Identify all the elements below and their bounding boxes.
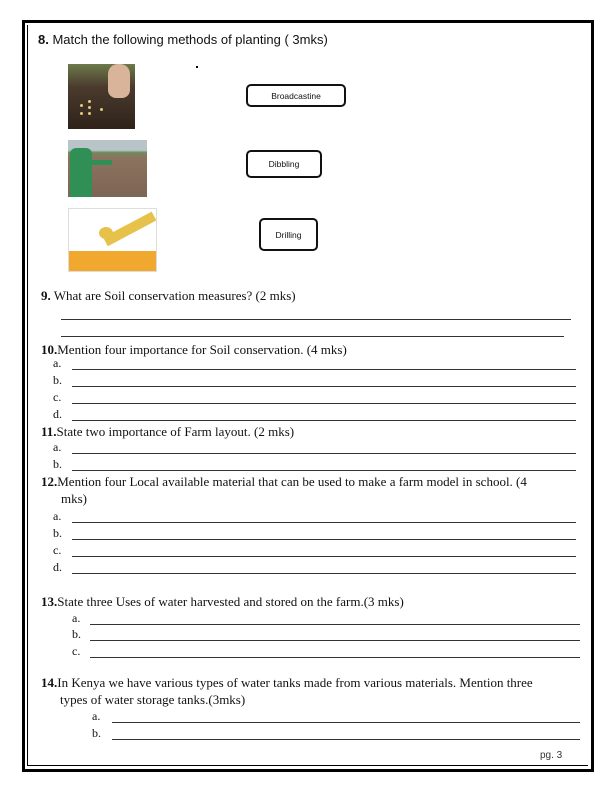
item-label: b.: [92, 726, 101, 740]
answer-line[interactable]: [72, 470, 576, 471]
answer-line[interactable]: [90, 624, 580, 625]
item-label: a.: [53, 509, 62, 523]
image-drilling-illustration: [68, 208, 157, 272]
question-number: 13.: [41, 594, 58, 609]
question-text: Mention four Local available material that can be used to make a farm model in school. (4: [57, 474, 527, 489]
answer-line[interactable]: [112, 739, 580, 740]
answer-line[interactable]: [61, 336, 564, 337]
image-hand-sowing-seeds: [68, 64, 135, 129]
answer-line[interactable]: [72, 386, 576, 387]
option-drilling: Drilling: [259, 218, 318, 251]
item-label: a.: [53, 440, 62, 454]
item-label: b.: [72, 627, 81, 641]
answer-line[interactable]: [72, 539, 576, 540]
question-number: 12.: [41, 474, 58, 489]
question-number: 10.: [41, 342, 58, 357]
item-label: d.: [53, 407, 62, 421]
item-label: a.: [72, 611, 81, 625]
item-label: a.: [53, 356, 62, 370]
answer-line[interactable]: [72, 453, 576, 454]
question-text: State three Uses of water harvested and stored on the farm.(3 mks): [57, 594, 404, 609]
answer-line[interactable]: [72, 573, 576, 574]
question-12: [41, 474, 527, 490]
item-label: d.: [53, 560, 62, 574]
question-number: 14.: [41, 675, 58, 690]
question-text-cont: types of water storage tanks.(3mks): [60, 692, 246, 707]
question-text: Mention four importance for Soil conservation. (4 mks): [57, 342, 347, 357]
question-text-cont: mks): [61, 491, 87, 506]
question-14: [41, 675, 533, 691]
dot-mark: [196, 66, 198, 68]
option-broadcasting: Broadcastine: [246, 84, 346, 107]
item-label: a.: [92, 709, 101, 723]
image-farmer-broadcasting: [68, 140, 147, 197]
answer-line[interactable]: [90, 657, 580, 658]
option-dibbling: Dibbling: [246, 150, 322, 178]
answer-line[interactable]: [112, 722, 580, 723]
answer-line[interactable]: [61, 319, 571, 320]
answer-line[interactable]: [72, 522, 576, 523]
question-11: [41, 424, 294, 440]
item-label: b.: [53, 457, 62, 471]
question-8: [38, 32, 328, 47]
question-9: [41, 288, 296, 304]
item-label: b.: [53, 526, 62, 540]
question-text: Match the following methods of planting ( 3mks): [52, 32, 328, 47]
answer-line[interactable]: [72, 420, 576, 421]
item-label: c.: [53, 543, 62, 557]
question-number: 11.: [41, 424, 57, 439]
question-text: What are Soil conservation measures? (2 mks): [53, 288, 296, 303]
question-13: [41, 594, 404, 610]
item-label: c.: [72, 644, 81, 658]
item-label: b.: [53, 373, 62, 387]
question-number: 9.: [41, 288, 51, 303]
answer-line[interactable]: [90, 640, 580, 641]
question-10: [41, 342, 347, 358]
question-number: 8.: [38, 32, 49, 47]
question-text: State two importance of Farm layout. (2 mks): [56, 424, 295, 439]
page-border-inner: [27, 25, 588, 766]
answer-line[interactable]: [72, 556, 576, 557]
page-number: pg. 3: [540, 750, 563, 761]
item-label: c.: [53, 390, 62, 404]
question-text: In Kenya we have various types of water tanks made from various materials. Mention three: [57, 675, 533, 690]
answer-line[interactable]: [72, 369, 576, 370]
answer-line[interactable]: [72, 403, 576, 404]
